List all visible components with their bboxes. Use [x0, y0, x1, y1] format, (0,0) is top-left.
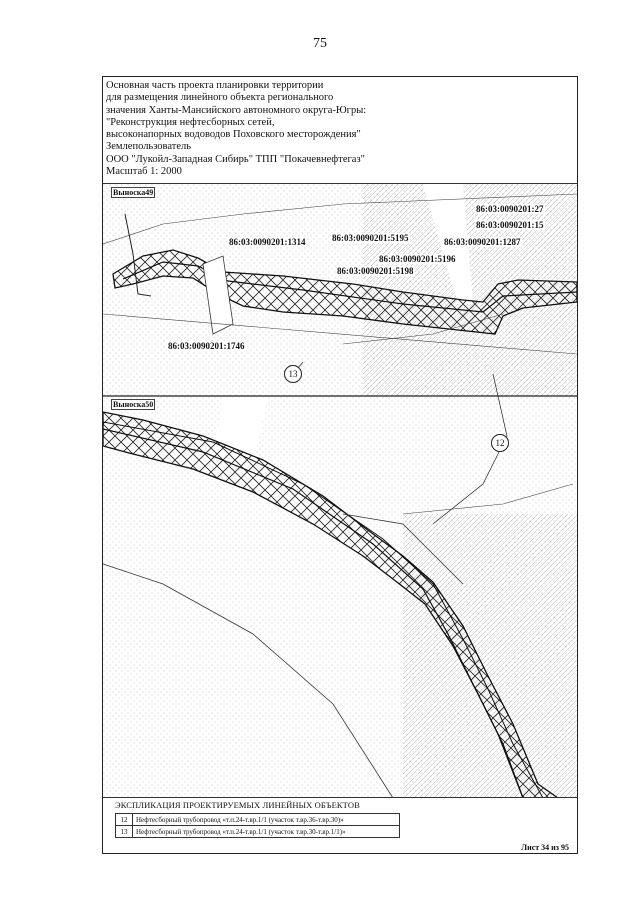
legend-row-description: Нефтесборный трубопровод «т.п.24-т.вр.1/1 (участок т.вр.30-т.вр.1/1)» [133, 826, 400, 838]
title-line: Землепользователь [106, 141, 192, 153]
title-line: Основная часть проекта планировки территории [106, 80, 324, 91]
legend-row [116, 826, 400, 838]
parcel-label: 86:03:0090201:5195 [332, 233, 409, 243]
callout-label: Выноска49 [113, 188, 154, 197]
callout-label: Выноска50 [113, 400, 154, 409]
title-line: ООО "Лукойл-Западная Сибирь" ТПП "Покачевнефтегаз" [106, 153, 365, 165]
parcel-label: 86:03:0090201:1287 [444, 237, 521, 247]
map-drawing [103, 184, 577, 798]
sheet-label: Лист 34 из 95 [521, 843, 569, 852]
legend-table [115, 813, 400, 838]
parcel-label: 86:03:0090201:1746 [168, 341, 245, 351]
title-line: высоконапорных водоводов Поховского месторождения" [106, 129, 361, 141]
parcel-label: 86:03:0090201:1314 [229, 237, 306, 247]
scale-line: Масштаб 1: 2000 [106, 166, 182, 178]
parcel-label: 86:03:0090201:15 [476, 220, 544, 230]
drawing-title-block [106, 80, 366, 178]
legend-row-number: 13 [116, 826, 133, 838]
parcel-label: 86:03:0090201:5198 [337, 266, 414, 276]
object-marker: 13 [284, 365, 302, 383]
legend-title: ЭКСПЛИКАЦИЯ ПРОЕКТИРУЕМЫХ ЛИНЕЙНЫХ ОБЪЕКТОВ [115, 800, 360, 810]
title-line: для размещения линейного объекта регионального [106, 92, 334, 104]
parcel-label: 86:03:0090201:27 [476, 204, 544, 214]
object-marker: 12 [491, 434, 509, 452]
planning-map [103, 183, 577, 798]
page-number: 75 [313, 36, 327, 51]
legend-row-number: 12 [116, 814, 133, 826]
title-line: "Реконструкция нефтесборных сетей, [106, 116, 275, 128]
legend-row-description: Нефтесборный трубопровод «т.п.24-т.вр.1/1 (участок т.вр.36-т.вр.30)» [133, 814, 400, 826]
legend-section [103, 797, 577, 855]
legend-row [116, 814, 400, 826]
title-line: значения Ханты-Мансийского автономного округа-Югры: [106, 104, 367, 116]
parcel-label: 86:03:0090201:5196 [379, 254, 456, 264]
